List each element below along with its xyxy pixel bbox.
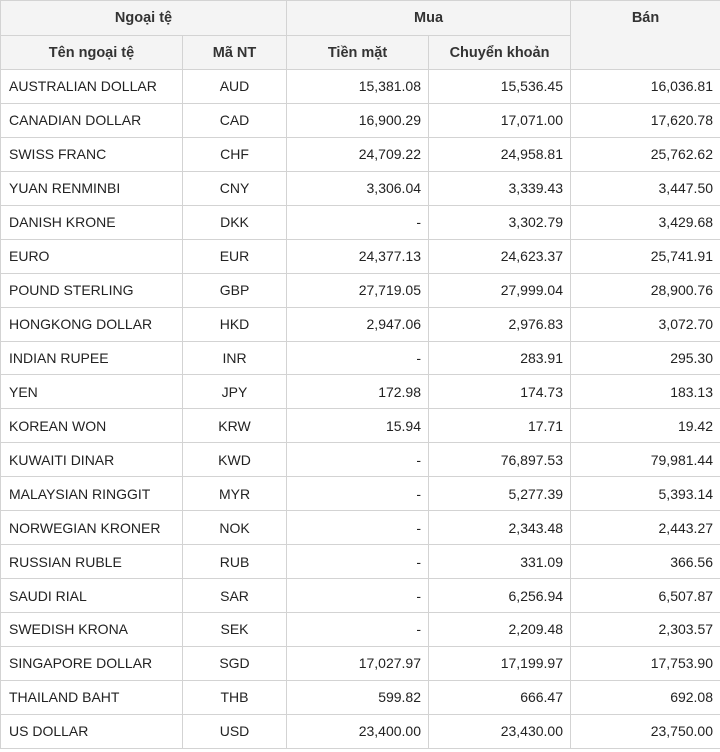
transfer-buy-cell: 17.71 [429,409,571,443]
currency-code-cell: CHF [183,137,287,171]
header-row-group [1,1,720,36]
cash-buy-cell: 172.98 [287,375,429,409]
table-row [1,714,720,748]
currency-code-cell: SGD [183,646,287,680]
currency-name-cell: SWISS FRANC [1,137,183,171]
transfer-buy-cell: 6,256.94 [429,579,571,613]
currency-code-cell: JPY [183,375,287,409]
sell-cell: 79,981.44 [571,443,720,477]
sell-cell: 692.08 [571,680,720,714]
table-row [1,341,720,375]
table-row [1,680,720,714]
currency-code-cell: INR [183,341,287,375]
currency-code-cell: HKD [183,307,287,341]
currency-name-cell: NORWEGIAN KRONER [1,511,183,545]
currency-group-header: Ngoại tệ [1,1,287,36]
currency-name-cell: RUSSIAN RUBLE [1,545,183,579]
transfer-buy-cell: 15,536.45 [429,70,571,104]
table-row [1,307,720,341]
transfer-buy-cell: 24,623.37 [429,239,571,273]
table-row [1,273,720,307]
currency-name-cell: YEN [1,375,183,409]
currency-code-cell: DKK [183,205,287,239]
currency-code-cell: SAR [183,579,287,613]
sell-cell: 2,443.27 [571,511,720,545]
table-row [1,171,720,205]
transfer-buy-cell: 17,071.00 [429,103,571,137]
currency-code-cell: GBP [183,273,287,307]
sell-cell: 295.30 [571,341,720,375]
table-row [1,103,720,137]
currency-name-cell: POUND STERLING [1,273,183,307]
currency-name-cell: DANISH KRONE [1,205,183,239]
transfer-buy-cell: 27,999.04 [429,273,571,307]
sell-cell: 25,741.91 [571,239,720,273]
currency-code-header: Mã NT [183,36,287,70]
transfer-buy-cell: 2,976.83 [429,307,571,341]
transfer-buy-cell: 283.91 [429,341,571,375]
transfer-buy-cell: 3,339.43 [429,171,571,205]
currency-name-cell: US DOLLAR [1,714,183,748]
transfer-buy-cell: 3,302.79 [429,205,571,239]
currency-code-cell: USD [183,714,287,748]
cash-buy-cell: - [287,613,429,647]
transfer-buy-cell: 24,958.81 [429,137,571,171]
cash-buy-cell: 17,027.97 [287,646,429,680]
table-row [1,443,720,477]
transfer-buy-cell: 2,343.48 [429,511,571,545]
sell-header: Bán [571,1,720,70]
cash-buy-cell: - [287,443,429,477]
sell-cell: 3,429.68 [571,205,720,239]
currency-name-cell: KUWAITI DINAR [1,443,183,477]
sell-cell: 19.42 [571,409,720,443]
sell-cell: 6,507.87 [571,579,720,613]
sell-cell: 2,303.57 [571,613,720,647]
currency-name-cell: KOREAN WON [1,409,183,443]
transfer-buy-cell: 666.47 [429,680,571,714]
sell-cell: 28,900.76 [571,273,720,307]
table-row [1,579,720,613]
cash-buy-cell: 27,719.05 [287,273,429,307]
currency-code-cell: CNY [183,171,287,205]
currency-name-header: Tên ngoại tệ [1,36,183,70]
currency-name-cell: SAUDI RIAL [1,579,183,613]
currency-code-cell: SEK [183,613,287,647]
cash-buy-cell: 15,381.08 [287,70,429,104]
sell-cell: 366.56 [571,545,720,579]
currency-code-cell: THB [183,680,287,714]
currency-name-cell: AUSTRALIAN DOLLAR [1,70,183,104]
table-row [1,137,720,171]
currency-name-cell: INDIAN RUPEE [1,341,183,375]
table-row [1,646,720,680]
currency-name-cell: MALAYSIAN RINGGIT [1,477,183,511]
cash-buy-cell: 599.82 [287,680,429,714]
sell-cell: 17,620.78 [571,103,720,137]
table-row [1,613,720,647]
cash-buy-cell: - [287,545,429,579]
table-row [1,477,720,511]
table-row [1,70,720,104]
transfer-buy-cell: 174.73 [429,375,571,409]
table-row [1,409,720,443]
transfer-buy-cell: 23,430.00 [429,714,571,748]
table-header [1,1,720,70]
transfer-buy-cell: 331.09 [429,545,571,579]
sell-cell: 23,750.00 [571,714,720,748]
table-row [1,375,720,409]
cash-buy-cell: - [287,511,429,545]
cash-buy-cell: - [287,205,429,239]
transfer-buy-cell: 76,897.53 [429,443,571,477]
currency-code-cell: KRW [183,409,287,443]
table-row [1,205,720,239]
sell-cell: 25,762.62 [571,137,720,171]
currency-code-cell: AUD [183,70,287,104]
transfer-buy-cell: 5,277.39 [429,477,571,511]
sell-cell: 3,072.70 [571,307,720,341]
table-row [1,511,720,545]
currency-code-cell: EUR [183,239,287,273]
transfer-buy-cell: 2,209.48 [429,613,571,647]
currency-name-cell: HONGKONG DOLLAR [1,307,183,341]
cash-buy-header: Tiền mặt [287,36,429,70]
currency-name-cell: YUAN RENMINBI [1,171,183,205]
sell-cell: 3,447.50 [571,171,720,205]
currency-code-cell: RUB [183,545,287,579]
currency-name-cell: SWEDISH KRONA [1,613,183,647]
cash-buy-cell: 16,900.29 [287,103,429,137]
sell-cell: 5,393.14 [571,477,720,511]
sell-cell: 16,036.81 [571,70,720,104]
currency-code-cell: MYR [183,477,287,511]
currency-name-cell: SINGAPORE DOLLAR [1,646,183,680]
cash-buy-cell: - [287,477,429,511]
table-body [1,70,720,749]
currency-code-cell: KWD [183,443,287,477]
sell-cell: 183.13 [571,375,720,409]
buy-group-header: Mua [287,1,571,36]
cash-buy-cell: 23,400.00 [287,714,429,748]
cash-buy-cell: 15.94 [287,409,429,443]
cash-buy-cell: - [287,341,429,375]
cash-buy-cell: 3,306.04 [287,171,429,205]
table-row [1,239,720,273]
transfer-buy-cell: 17,199.97 [429,646,571,680]
transfer-buy-header: Chuyển khoản [429,36,571,70]
currency-code-cell: NOK [183,511,287,545]
cash-buy-cell: 24,709.22 [287,137,429,171]
cash-buy-cell: 24,377.13 [287,239,429,273]
table-row [1,545,720,579]
currency-name-cell: CANADIAN DOLLAR [1,103,183,137]
currency-name-cell: THAILAND BAHT [1,680,183,714]
cash-buy-cell: 2,947.06 [287,307,429,341]
currency-code-cell: CAD [183,103,287,137]
sell-cell: 17,753.90 [571,646,720,680]
cash-buy-cell: - [287,579,429,613]
currency-name-cell: EURO [1,239,183,273]
